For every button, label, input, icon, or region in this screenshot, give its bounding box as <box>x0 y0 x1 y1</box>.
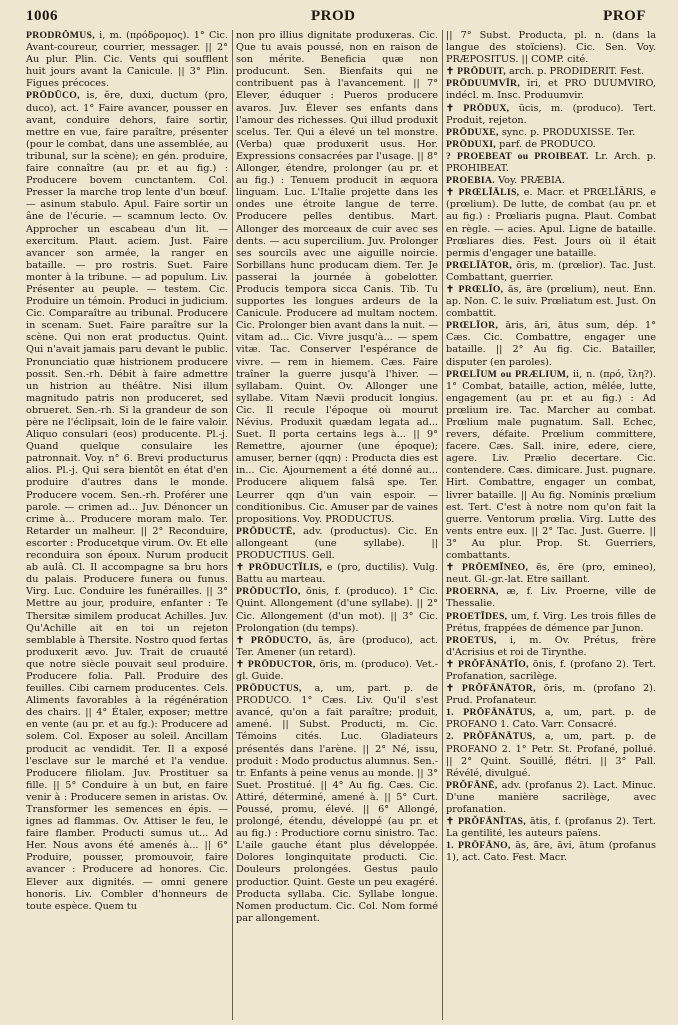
entry-definition: ūcis, m. (produco). Tert. Produit, rejeton. <box>446 102 656 126</box>
entry-headword: ✝ PRŒLĬĀLIS, <box>446 187 520 199</box>
entry-headword: PROEBIA. <box>446 175 495 187</box>
dictionary-entry <box>446 103 656 127</box>
dictionary-entry <box>446 707 656 731</box>
dictionary-entry <box>236 562 438 586</box>
entry-definition: ēs, ēre (pro, emineo), neut. Gl.-gr.-lat. Etre saillant. <box>446 562 656 586</box>
entry-headword: PROERNA, <box>446 586 499 598</box>
entry-headword: 2. PRŎFĀNĀTUS, <box>446 731 536 743</box>
dictionary-entry <box>446 187 656 260</box>
entry-headword: PRŌDUCTUS, <box>236 683 302 695</box>
dictionary-entry <box>446 320 656 368</box>
dictionary-entry <box>446 611 656 635</box>
entry-definition: e. Macr. et PRŒLĬĀRIS, e (prœlium). De lutte, de combat (au pr. et au fig.) : Prœliaris pugna. Plaut. Combat en règle. — acies. Apul. Ligne de bataille. Prœliares dies. Fest. Jours où il était permis d'engager une bataille. <box>446 187 656 259</box>
entry-headword: ✝ PRŎFĀNĀTĬO, <box>446 658 529 670</box>
dictionary-entry <box>446 586 656 610</box>
entry-headword: ✝ PRŒLĬO, <box>446 283 504 295</box>
entry-headword: PRŌDUUMVĬR, <box>446 78 521 90</box>
entry-headword: PRŒLĬOR, <box>446 320 499 332</box>
entry-definition: ĭri, et PRO DUUMVIRO, indécl. m. Insc. Produumvir. <box>446 78 656 102</box>
entry-definition: āris, āri, ātus sum, dép. 1° Cæs. Cic. Combattre, engager une bataille. || 2° Au fig. Cic. Batailler, disputer (en paroles). <box>446 320 656 368</box>
entry-definition: ās, āre, āvi, ātum (profanus 1), act. Cato. Fest. Macr. <box>446 840 656 864</box>
dictionary-entry <box>446 175 656 187</box>
entry-definition: sync. p. PRODUXISSE. Ter. <box>501 126 636 138</box>
dictionary-entry <box>26 90 228 912</box>
dictionary-entry <box>236 586 438 634</box>
entry-definition: Voy. PRÆBIA. <box>498 175 565 187</box>
entry-headword: 1. PRŌFĀNO, <box>446 840 511 852</box>
entry-definition: adv. (productus). Cic. En allongeant (une syllabe). || PRODUCTIUS. Gell. <box>236 525 438 562</box>
entry-definition: ās, āre (produco), act. Ter. Amener (un retard). <box>236 634 438 658</box>
page-number: 1006 <box>26 8 58 24</box>
dictionary-entry <box>446 659 656 683</box>
entry-headword: ? PROEBEAT ou PROIBEAT. <box>446 150 589 162</box>
dictionary-entry <box>236 635 438 659</box>
dictionary-entry <box>446 369 656 563</box>
entry-definition: a, um, part. p. de PRODUCO. 1° Cæs. Liv. Qu'il s'est avancé, qu'on a fait paraître; produit, amené. || Subst. Producti, m. Cic. Témoins cités. Luc. Gladiateurs présentés dans l'arène. || 2° Né, issu, produit : Modo productus alumnus. Sen.-tr. Enfants à peine venus au monde. || 3° Suet. Prostitué. || 4° Au fig. Cæs. Cic. Attiré, déterminé, amené à. || 5° Curt. Poussé, promu, élevé. || 6° Allongé, prolongé, étendu, développé (au pr. et au fig.) : Productiore cornu sinistro. Tac. L'aile gauche étant plus développée. Dolores longinquitate producti. Cic. Douleurs prolongées. Gestus paulo productior. Quint. Geste un peu exagéré. Producta syllaba. Cic. Syllabe longue. Nomen productum. Cic. Col. Nom formé par allongement. <box>236 683 438 924</box>
entry-definition: non pro illius dignitate produxeras. Cic. Que tu avais poussé, non en raison de son mérite. Beneficia quæ non producunt. Sen. Bienfaits qui ne contribuent pas à l'avancement. || 7° Elever, éduquer : Pueros producere avaros. Juv. Élever ses enfants dans l'amour des richesses. Qui illud produxit scelus. Ter. Qui a élevé un tel monstre. (Verba) quæ produxerit usus. Hor. Expressions consacrées par l'usage. || 8° Allonger, étendre, prolonger (au pr. et au fig.) : Tenuem producit in æquora linguam. Luc. L'Italie projette dans les ondes une étroite langue de terre. Producere pelles dentibus. Mart. Allonger des morceaux de cuir avec ses dents. — acu supercilium. Juv. Prolonger ses sourcils avec une aiguille noircie. Sorbillans hunc producam diem. Ter. Je passerai la journée à gobelotter. Producis tempora sicca Canis. Tib. Tu supportes les longues ardeurs de la Canicule. Producere ad multam noctem. Cic. Prolonger bien avant dans la nuit. — vitam ad... Cic. Vivre jusqu'à... — spem vitæ. Tac. Conserver l'espérance de vivre. — rem in hiemem. Cæs. Faire traîner la guerre jusqu'à l'hiver. — syllabam. Quint. Ov. Allonger une syllabe. Vitam Nævii producit longius. Cic. Il recule l'époque où mourut Névius. Produxit quædam legata ad... Suet. Il porta certains legs à... || 9° Remettre, ajourner (une époque); amuser, berner (qqn) : Producta dies est in... Cic. Ajournement a été donné au... Producere aliquem falsâ spe. Ter. Leurrer qqn d'un vain espoir. — conditionibus. Cic. Amuser par de vaines propositions. Voy. PRODUCTUS. <box>236 30 438 525</box>
dictionary-entry <box>236 30 438 526</box>
entry-definition: um, f. Virg. Les trois filles de Prétus, frappées de démence par Junon. <box>446 610 656 634</box>
entry-definition: ōris, m. (prœlior). Tac. Just. Combattant, guerrier. <box>446 259 656 283</box>
entry-headword: ✝ PRŎFĀNĬTAS, <box>446 816 526 828</box>
dictionary-entry <box>446 260 656 284</box>
entry-headword: ✝ PRŎFĀNĀTOR, <box>446 683 536 695</box>
entry-definition: æ, f. Liv. Proerne, ville de Thessalie. <box>446 586 656 610</box>
entry-definition: parf. de PRODUCO. <box>499 138 596 150</box>
dictionary-entry <box>446 731 656 779</box>
entry-headword: PRŌDUCTĒ, <box>236 525 296 537</box>
column-2 <box>236 30 438 1020</box>
dictionary-entry <box>446 66 656 78</box>
entry-definition: ōris, m. (produco). Vet.-gl. Guide. <box>236 658 438 682</box>
column-1 <box>26 30 228 1020</box>
entry-definition: a, um, part. p. de PROFANO 1. Cato. Varr. Consacré. <box>446 707 656 731</box>
column-divider <box>442 30 443 1020</box>
dictionary-entry <box>446 151 656 175</box>
dictionary-entry <box>236 659 438 683</box>
entry-definition: ōnis, f. (produco). 1° Cic. Quint. Allongement (d'une syllabe). || 2° Cic. Allongement (d'un mot). || 3° Cic. Prolongation (du temps). <box>236 586 438 634</box>
entry-headword: PRŌDUXE, <box>446 126 499 138</box>
entry-headword: ✝ PRŌDUCTOR, <box>236 658 316 670</box>
entry-definition: arch. p. PRODIDERIT. Fest. <box>509 66 644 78</box>
column-divider <box>232 30 233 1020</box>
right-guide-word: PROF <box>603 8 646 24</box>
entry-definition: is, ĕre, duxi, ductum (pro, duco), act. 1° Faire avancer, pousser en avant, conduire dehors, faire sortir, mettre en vue, faire paraître, présenter (pour le combat, dans une assemblée, au tribunal, sur la scène); en gén. produire, faire connaître (au pr. et au fig.) : Producere bovem cunctantem. Col. Presser la marche trop lente d'un bœuf. — asinum stabulo. Apul. Faire sortir un âne de l'écurie. — scamnum lecto. Ov. Approcher un escabeau d'un lit. — exercitum. Plaut. aciem. Just. Faire avancer son armée, la ranger en bataille. — pro rostris. Suet. Faire monter à la tribune. — ad populum. Liv. Présenter au peuple. — testem. Cic. Produire un témoin. Produci in judicium. Cic. Comparaître au tribunal. Producere in scenam. Suet. Faire paraître sur la scène. Qui non erat productus. Quint. Qui n'avait jamais paru devant le public. Pronunciatio quæ histrionem producere possit. Sen.-rh. Débit à faire admettre un histrion au théâtre. Nisi illum magnitudo patris non produceret, sed obrueret. Sen.-rh. Si la grandeur de son père ne l'éclipsait, loin de le faire valoir. Aliquo consulari (eos) producente. Pl.-j. Quand quelque consulaire les patronnait. Voy. n° 6. Brevi producturus alios. Pl.-j. Qui sera bientôt en état d'en produire d'autres dans le monde. Producere vocem. Sen.-rh. Proférer une parole. — crimen ad... Juv. Dénoncer un crime à... Producere moram malo. Ter. Retarder un malheur. || 2° Reconduire, escorter : Producetque virum. Ov. Et elle reconduira son époux. Nurum producit ab aulâ. Cl. Il accompagne sa bru hors du palais. Producere funera ou funus. Virg. Luc. Conduire les funérailles. || 3° Mettre au jour, produire, enfanter : Te Thersitæ similem producat Achilles. Juv. Qu'Achille ait en toi un rejeton semblable à Thersite. Nostro quod fertas produxerit ævo. Juv. Trait de cruauté que notre siècle pouvait seul produire. Producere folia. Pall. Produire des feuilles. Cibi carnem producentes. Cels. Aliments favorables à la régénération des chairs. || 4° Étaler, exposer; mettre en vente (au pr. et au fg.): Producere ad solem. Col. Exposer au soleil. Ancillam producit ac vendidit. Ter. Il a exposé l'esclave sur le marché et l'a vendue. Producere filiolam. Juv. Prostituer sa fille. || 5° Conduire à un but, en faire venir à : Producere semen in aristas. Ov. Transformer les semences en épis. — ignes ad flammas. Ov. Attiser le feu, le faire flamber. Producti sumus ut... Ad Her. Nous avons été amenés à... || 6° Produire, pousser, promouvoir, faire avancer : Producere ad honores. Cic. Elever aux dignités. — omni genere honoris. Liv. Combler d'honneurs de toute espèce. Quem tu <box>26 90 228 912</box>
entry-definition: e (pro, ductilis). Vulg. Battu au marteau. <box>236 562 438 586</box>
dictionary-entry <box>446 139 656 151</box>
entry-headword: PRŒLĬUM ou PRÆLIUM, <box>446 368 569 380</box>
entry-headword: ✝ PRŌEMĬNEO, <box>446 562 529 574</box>
dictionary-entry <box>26 30 228 90</box>
entry-headword: ✝ PRŌDUX, <box>446 102 510 114</box>
dictionary-entry <box>446 30 656 66</box>
entry-headword: PRŎFĀNĒ, <box>446 779 498 791</box>
entry-definition: ōris, m. (profano 2). Prud. Profanateur. <box>446 683 656 707</box>
entry-headword: ✝ PRŌDUCTO, <box>236 634 312 646</box>
dictionary-entry <box>446 816 656 840</box>
entry-headword: PROETUS, <box>446 634 497 646</box>
entry-definition: i, m. (πρόδρομος). 1° Cic. Avant-coureur, courrier, messager. || 2° Au plur. Plin. Cic. Vents qui soufflent huit jours avant la Canicule. || 3° Plin. Figues précoces. <box>26 30 228 90</box>
dictionary-entry <box>236 683 438 925</box>
entry-definition: ii, n. (πρό, ἴλη?). 1° Combat, bataille, action, mêlée, lutte, engagement (au pr. et au fig.) : Ad prœlium ire. Tac. Marcher au combat. Prœlium male pugnatum. Sall. Echec, revers, défaite. Prœlium committere, facere. Cæs. Sall. inire, edere, ciere, agere. Liv. Prælio decertare. Cic. contendere. Cæs. dimicare. Just. pugnare. Hirt. Combattre, engager un combat, livrer bataille. || Au fig. Nominis prœlium est. Tert. C'est à notre nom qu'on fait la guerre. Ventorum prœlia. Virg. Lutte des vents entre eux. || 2° Tac. Just. Guerre. || 3° Au plur. Prop. St. Guerriers, combattants. <box>446 368 656 562</box>
entry-definition: ōnis, f. (profano 2). Tert. Profanation, sacrilège. <box>446 658 656 682</box>
dictionary-entry <box>446 683 656 707</box>
entry-headword: 1. PRŌFĀNĀTUS, <box>446 707 536 719</box>
entry-definition: || 7° Subst. Producta, pl. n. (dans la langue des stoïciens). Cic. Sen. Voy. PRÆPOSITUS. || COMP. cité. <box>446 30 656 66</box>
dictionary-entry <box>446 284 656 320</box>
entry-headword: PRODRŎMUS, <box>26 30 95 41</box>
entry-headword: PROETĬDES, <box>446 610 508 622</box>
entry-headword: PRŌDŬCO, <box>26 90 80 102</box>
entry-definition: ās, āre (prœlium), neut. Enn. ap. Non. C. le suiv. Prœliatum est. Just. On combattit. <box>446 283 656 320</box>
dictionary-entry <box>446 127 656 139</box>
dictionary-entry <box>446 78 656 102</box>
entry-definition: ātis, f. (profanus 2). Tert. La gentilité, les auteurs païens. <box>446 816 656 840</box>
entry-headword: PRŌDUXI, <box>446 138 497 150</box>
entry-headword: ✝ PRŌDUCTĬLIS, <box>236 562 323 574</box>
dictionary-entry <box>446 562 656 586</box>
entry-headword: PRŒLĬĀTOR, <box>446 259 513 271</box>
entry-headword: PRŌDUCTĬO, <box>236 586 301 598</box>
center-guide-word: PROD <box>311 8 356 24</box>
dictionary-entry <box>446 780 656 816</box>
running-header <box>26 8 656 28</box>
entry-definition: adv. (profanus 2). Lact. Minuc. D'une manière sacrilège, avec profanation. <box>446 779 656 815</box>
dictionary-entry <box>446 840 656 864</box>
entry-headword: ✝ PRŌDUIT, <box>446 66 506 78</box>
entry-definition: i, m. Ov. Prétus, frère d'Acrisius et roi de Tirynthe. <box>446 634 656 658</box>
column-3 <box>446 30 656 1020</box>
entry-definition: a, um, part. p. de PROFANO 2. 1° Petr. St. Profané, pollué. || 2° Quint. Souillé, flétri. || 3° Pall. Révélé, divulgué. <box>446 731 656 779</box>
dictionary-entry <box>236 526 438 562</box>
entry-definition: Lr. Arch. p. PROHIBEAT. <box>446 150 656 175</box>
dictionary-entry <box>446 635 656 659</box>
